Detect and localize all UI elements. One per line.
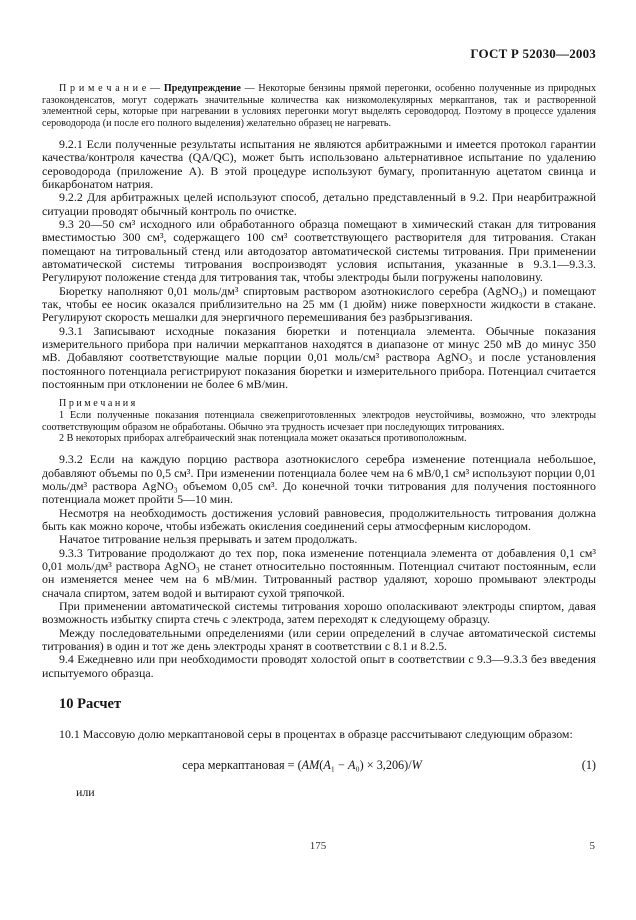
paragraph: Бюретку наполняют 0,01 моль/дм³ спиртовым раствором азотнокислого серебра (AgNO₃) и помещают так, чтобы ее носик оказался приблизительно на 25 мм (1 дюйм) ниже поверхности жидкости в стакане. Регулируют скорость мешалки для энергичного перемешивания без разбрызгивания. — [42, 283, 596, 325]
paragraph: или — [76, 785, 95, 800]
equation: сера меркаптановая = (AM(A₁ − A₀) × 3,206)/W — [182, 758, 422, 773]
document-header — [42, 46, 596, 61]
note-paragraph: 2 В некоторых приборах алгебраический знак потенциала может оказаться противоположным. — [59, 433, 467, 445]
paragraph: Начатое титрование нельзя прерывать и затем продолжать. — [59, 532, 358, 547]
paragraph: 9.4 Ежедневно или при необходимости проводят холостой опыт в соответствии с 9.3—9.3.3 без введения испытуемого образца. — [42, 652, 596, 680]
paragraph: 9.3 20—50 см³ исходного или обработанного образца помещают в химический стакан для титрования вместимостью 300 см³, содержащего 100 см³ соответствующего растворителя для титрования. Стакан помещают на титровальный стенд или автодозатор автоматической системы титрования. При применении автоматической системы титрования воспроизводят условия испытания, указанные в 9.3.1—9.3.3. Регулируют положение стенда для титрования так, чтобы электроды были погружены наполовину. — [42, 216, 596, 285]
paragraph: 9.2.1 Если полученные результаты испытания не являются арбитражными и имеется протокол гарантии качества/контроля качества (QA/QC), может быть использовано альтернативное испытание по удалению сероводорода (приложение А). В этой процедуре используют бумагу, пропитанную ацетатом свинца и бикарбонатом натрия. — [42, 136, 596, 191]
note-paragraph: П р и м е ч а н и е — Предупреждение — Некоторые бензины прямой перегонки, особенно полученные из природных газоконденсатов, могут содержать значительные количества как низкомолекулярных меркаптанов, так и растворенной элементной серы, которые при нагревании в условиях перегонки могут выделять сероводород. Поэтому в процессе удаления сероводорода (и после его полного выделения) желательно образец не нагревать. — [42, 83, 596, 130]
document-body — [42, 83, 596, 800]
standard-number: ГОСТ Р 52030—2003 — [470, 46, 596, 61]
note-paragraph: 1 Если полученные показания потенциала свежеприготовленных электродов неустойчивы, возможно, что электроды соответствующим образом не обработаны. Обычно эта трудность исчезает при последующих титрованиях. — [42, 410, 596, 433]
note-paragraph: П р и м е ч а н и я — [59, 398, 136, 410]
section-heading: 10 Расчет — [59, 696, 122, 712]
paragraph: 9.3.3 Титрование продолжают до тех пор, пока изменение потенциала элемента от добавления 0,1 см³ 0,01 моль/дм³ раствора AgNO₃ не станет относительно постоянным. Потенциал считают постоянным, если он изменяется менее чем на 6 мВ/мин. Титрованный раствор удаляют, хорошо промывают электроды сначала спиртом, затем водой и вытирают сухой тряпочкой. — [42, 545, 596, 600]
equation-number: (1) — [581, 758, 596, 773]
running-page-number: 175 — [309, 840, 327, 852]
paragraph: 10.1 Массовую долю меркаптановой серы в процентах в образце рассчитывают следующим образом: — [59, 727, 573, 741]
section-page-number: 5 — [589, 840, 595, 852]
paragraph: 9.2.2 Для арбитражных целей используют способ, детально представленный в 9.2. При неарбитражной ситуации проводят обычный контроль по очистке. — [42, 190, 596, 218]
paragraph: Между последовательными определениями (или серии определений в случае автоматической системы титрования) в один и тот же день электроды хранят в соответствии с 8.1 и 8.2.5. — [42, 625, 596, 653]
paragraph: Несмотря на необходимость достижения условий равновесия, продолжительность титрования должна быть как можно короче, чтобы избежать окисления соединений серы атмосферным кислородом. — [42, 505, 596, 533]
equation-row — [42, 758, 596, 773]
paragraph: При применении автоматической системы титрования хорошо ополаскивают электроды спиртом, давая возможность избытку спирта стечь с электрода, затем переходят к следующему образцу. — [42, 598, 596, 627]
paragraph: 9.3.2 Если на каждую порцию раствора азотнокислого серебра изменение потенциала небольшое, добавляют объемы по 0,5 см³. При изменении потенциала более чем на 6 мВ/0,1 см³ используют порции 0,01 моль/дм³ раствора AgNO₃ объемом 0,05 см³. До конечной точки титрования для получения постоянного потенциала может пройти 5—10 мин. — [42, 452, 596, 507]
paragraph: 9.3.1 Записывают исходные показания бюретки и потенциала элемента. Обычные показания измерительного прибора при наличии меркаптанов находятся в диапазоне от минус 250 мВ до минус 350 мВ. Добавляют соответствующие малые порции 0,01 моль/см³ раствора AgNO₃ и после установления постоянного потенциала регистрируют показания бюретки и измерительного прибора. Потенциал считается постоянным при отклонении не более 6 мВ/мин. — [42, 323, 596, 391]
